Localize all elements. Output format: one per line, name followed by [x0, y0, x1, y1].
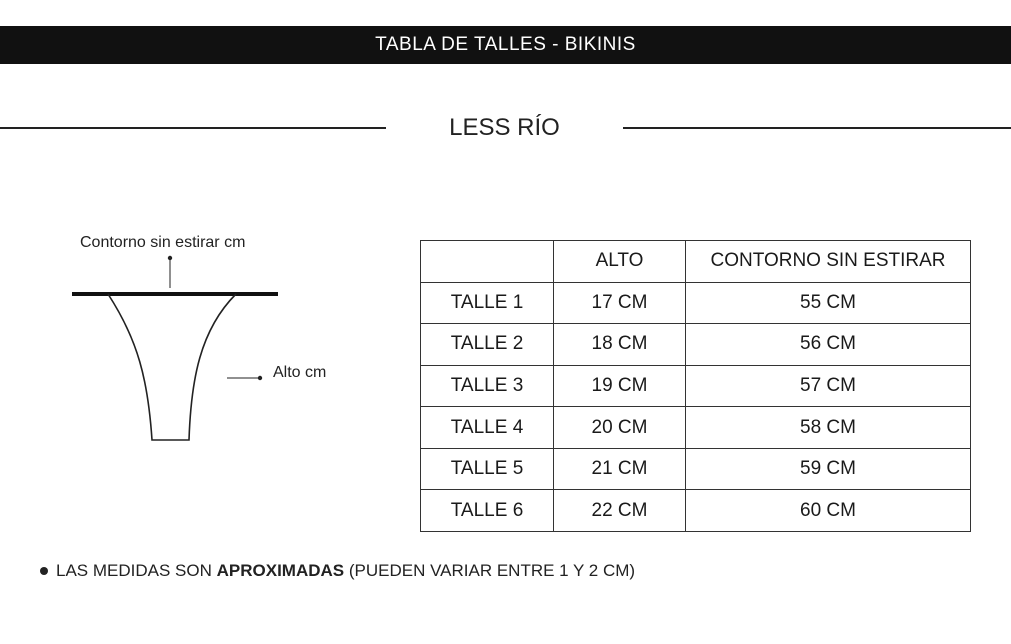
- product-title-row: [0, 110, 1011, 146]
- size-label: TALLE 2: [421, 324, 554, 366]
- note-prefix: LAS MEDIDAS SON: [56, 561, 217, 580]
- contorno-value: 56 CM: [686, 324, 971, 366]
- alto-value: 22 CM: [554, 490, 686, 532]
- table-header-row: [421, 241, 971, 283]
- table-row: [421, 365, 971, 407]
- product-name: LESS RÍO: [449, 114, 560, 141]
- measurement-note: [40, 561, 635, 581]
- header-cell-contorno: CONTORNO SIN ESTIRAR: [686, 241, 971, 283]
- bikini-outline: [108, 294, 236, 440]
- alto-pointer-dot: [258, 376, 262, 380]
- header-cell-alto: ALTO: [554, 241, 686, 283]
- contorno-value: 59 CM: [686, 448, 971, 490]
- size-label: TALLE 1: [421, 282, 554, 324]
- size-table: [420, 240, 971, 532]
- alto-value: 19 CM: [554, 365, 686, 407]
- size-label: TALLE 3: [421, 365, 554, 407]
- alto-value: 20 CM: [554, 407, 686, 449]
- table-row: [421, 282, 971, 324]
- contorno-pointer-dot: [168, 256, 172, 260]
- bullet-icon: [40, 567, 48, 575]
- header-title: TABLA DE TALLES - BIKINIS: [375, 34, 636, 55]
- contorno-value: 55 CM: [686, 282, 971, 324]
- note-suffix: (PUEDEN VARIAR ENTRE 1 Y 2 CM): [344, 561, 636, 580]
- table-row: [421, 324, 971, 366]
- alto-label: Alto cm: [273, 364, 327, 381]
- note-emphasis: APROXIMADAS: [216, 561, 345, 580]
- table-row: [421, 407, 971, 449]
- contorno-label: Contorno sin estirar cm: [80, 234, 246, 251]
- contorno-value: 60 CM: [686, 490, 971, 532]
- alto-value: 21 CM: [554, 448, 686, 490]
- contorno-value: 58 CM: [686, 407, 971, 449]
- alto-value: 17 CM: [554, 282, 686, 324]
- table-row: [421, 448, 971, 490]
- size-label: TALLE 5: [421, 448, 554, 490]
- header-cell-empty: [421, 241, 554, 283]
- alto-value: 18 CM: [554, 324, 686, 366]
- title-divider-right: [623, 127, 1011, 129]
- table-row: [421, 490, 971, 532]
- size-label: TALLE 4: [421, 407, 554, 449]
- bikini-diagram: [60, 230, 380, 460]
- header-banner: [0, 26, 1011, 64]
- bikini-bottom-illustration: [60, 230, 380, 460]
- size-label: TALLE 6: [421, 490, 554, 532]
- title-divider-left: [0, 127, 386, 129]
- contorno-value: 57 CM: [686, 365, 971, 407]
